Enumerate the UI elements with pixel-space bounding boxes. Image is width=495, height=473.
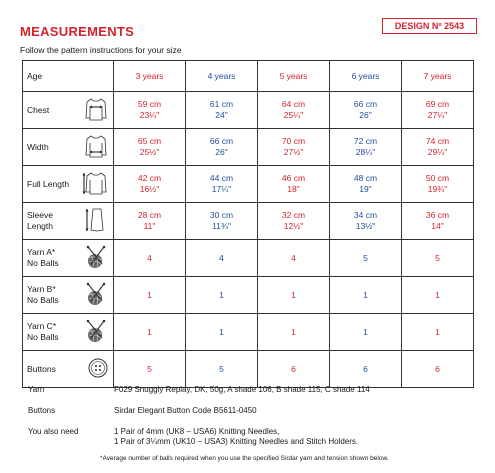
value-cell [114,203,186,240]
age-header-cell: 5 years [258,61,330,92]
table-row [23,166,474,203]
value-cm: 44 cm [209,173,234,183]
value-cm: 42 cm [137,173,162,183]
value-cell [330,240,402,277]
value-cm: 64 cm [281,99,306,109]
value-inches: 16½" [139,184,160,194]
value-cell [258,92,330,129]
value-cm: 74 cm [425,136,450,146]
value-inches: 26" [359,110,372,120]
value-count: 5 [435,252,440,263]
value-count: 1 [291,289,296,300]
value-cell [186,277,258,314]
value-inches: 24" [215,110,228,120]
value-cm: 72 cm [353,136,378,146]
value-cm: 59 cm [137,99,162,109]
subtitle: Follow the pattern instructions for your size [20,45,182,55]
value-cm: 46 cm [281,173,306,183]
value-inches: 19" [359,184,372,194]
value-cell [330,351,402,388]
row-label [23,92,114,129]
value-cell [330,203,402,240]
value-cell [258,314,330,351]
value-cell [402,314,474,351]
value-cell [186,351,258,388]
value-cell [114,166,186,203]
value-inches: 25¼" [283,110,304,120]
row-label [23,203,114,240]
value-cell [330,277,402,314]
table-row [23,129,474,166]
page-title: MEASUREMENTS [20,24,135,39]
value-count: 1 [435,289,440,300]
info-value-yarn: F029 Snuggly Replay, DK, 50g, A shade 106, B shade 115, C shade 114 [114,385,370,394]
value-cm: 69 cm [425,99,450,109]
value-inches: 28¼" [355,147,376,157]
value-count: 6 [435,363,440,374]
value-cm: 48 cm [353,173,378,183]
value-inches: 12½" [283,221,304,231]
table-row [23,203,474,240]
row-label-age: Age [23,61,114,92]
value-inches: 14" [431,221,444,231]
value-cell [402,129,474,166]
row-label-text: Yarn B* [27,284,56,294]
value-cell [402,166,474,203]
value-count: 5 [219,363,224,374]
value-cell [330,129,402,166]
row-label [23,240,114,277]
row-label-text: Sleeve [27,210,53,220]
value-cell [258,129,330,166]
value-count: 1 [363,289,368,300]
row-label-text: Chest [27,104,50,115]
row-label-text: Yarn C* [27,321,57,331]
footnote: *Average number of balls required when you use the specified Sirdar yarn and tension shown below. [100,455,389,462]
value-inches: 27¼" [427,110,448,120]
table-row [23,314,474,351]
value-inches: 17¼" [211,184,232,194]
value-cell [186,129,258,166]
value-cm: 50 cm [425,173,450,183]
value-cell [402,351,474,388]
info-value-needles-1: 1 Pair of 4mm (UK8 – USA6) Knitting Needles, [114,427,280,436]
value-count: 1 [147,326,152,337]
info-value-buttons: Sirdar Elegant Button Code B5611-0450 [114,406,257,415]
value-cm: 61 cm [209,99,234,109]
value-count: 1 [291,326,296,337]
table-row-age [23,61,474,92]
value-cell [258,166,330,203]
value-inches: 23¼" [139,110,160,120]
value-count: 4 [291,252,296,263]
value-count: 1 [219,289,224,300]
value-count: 4 [219,252,224,263]
row-label [23,351,114,388]
value-count: 4 [147,252,152,263]
value-count: 1 [147,289,152,300]
table-row [23,92,474,129]
value-count: 1 [363,326,368,337]
row-label [23,277,114,314]
row-label-text: Full Length [27,178,70,189]
value-cell [402,277,474,314]
value-inches: 11¾" [212,221,231,231]
value-inches: 19¾" [427,184,448,194]
age-header-cell: 6 years [330,61,402,92]
measurements-table [22,60,474,388]
value-cell [114,351,186,388]
value-cell [330,166,402,203]
value-cell [186,314,258,351]
design-number-badge: DESIGN Nº 2543 [382,18,477,34]
value-cm: 32 cm [281,210,306,220]
value-cell [186,203,258,240]
row-label-text: No Balls [27,332,59,342]
info-label-yarn: Yarn [28,385,45,394]
value-inches: 27½" [283,147,304,157]
value-count: 5 [147,363,152,374]
value-cm: 66 cm [209,136,234,146]
value-cell [186,166,258,203]
value-count: 1 [219,326,224,337]
value-cell [402,92,474,129]
value-cm: 28 cm [137,210,162,220]
row-label-text: No Balls [27,295,59,305]
value-cell [258,351,330,388]
value-cm: 70 cm [281,136,306,146]
value-cm: 65 cm [137,136,162,146]
value-cell [114,240,186,277]
value-cell [114,277,186,314]
info-value-needles-2: 1 Pair of 3¼mm (UK10 – USA3) Knitting Needles and Stitch Holders. [114,437,359,446]
value-cell [258,203,330,240]
age-header-cell: 3 years [114,61,186,92]
row-label-text: Length [27,221,53,231]
age-header-cell: 7 years [402,61,474,92]
value-count: 6 [363,363,368,374]
value-cell [402,240,474,277]
value-cell [402,203,474,240]
table-row [23,277,474,314]
value-cell [114,314,186,351]
value-inches: 18" [287,184,300,194]
value-cell [330,92,402,129]
value-inches: 29¼" [427,147,448,157]
value-cell [258,240,330,277]
value-count: 5 [363,252,368,263]
value-inches: 11" [143,221,156,231]
table-row [23,351,474,388]
row-label-text: Yarn A* [27,247,56,257]
value-cell [186,92,258,129]
value-cm: 36 cm [425,210,450,220]
value-cell [330,314,402,351]
value-cell [114,92,186,129]
row-label-text: No Balls [27,258,59,268]
row-label-text: Width [27,141,49,152]
row-label [23,166,114,203]
value-inches: 25½" [139,147,160,157]
age-header-cell: 4 years [186,61,258,92]
row-label-text: Buttons [27,363,56,374]
value-inches: 13½" [355,221,376,231]
value-cm: 30 cm [209,210,234,220]
info-label-needles: You also need [28,427,79,436]
table-row [23,240,474,277]
value-cm: 66 cm [353,99,378,109]
value-cm: 34 cm [353,210,378,220]
row-label [23,129,114,166]
info-label-buttons: Buttons [28,406,56,415]
value-cell [186,240,258,277]
value-inches: 26" [215,147,228,157]
value-cell [114,129,186,166]
value-count: 6 [291,363,296,374]
value-count: 1 [435,326,440,337]
row-label [23,314,114,351]
value-cell [258,277,330,314]
